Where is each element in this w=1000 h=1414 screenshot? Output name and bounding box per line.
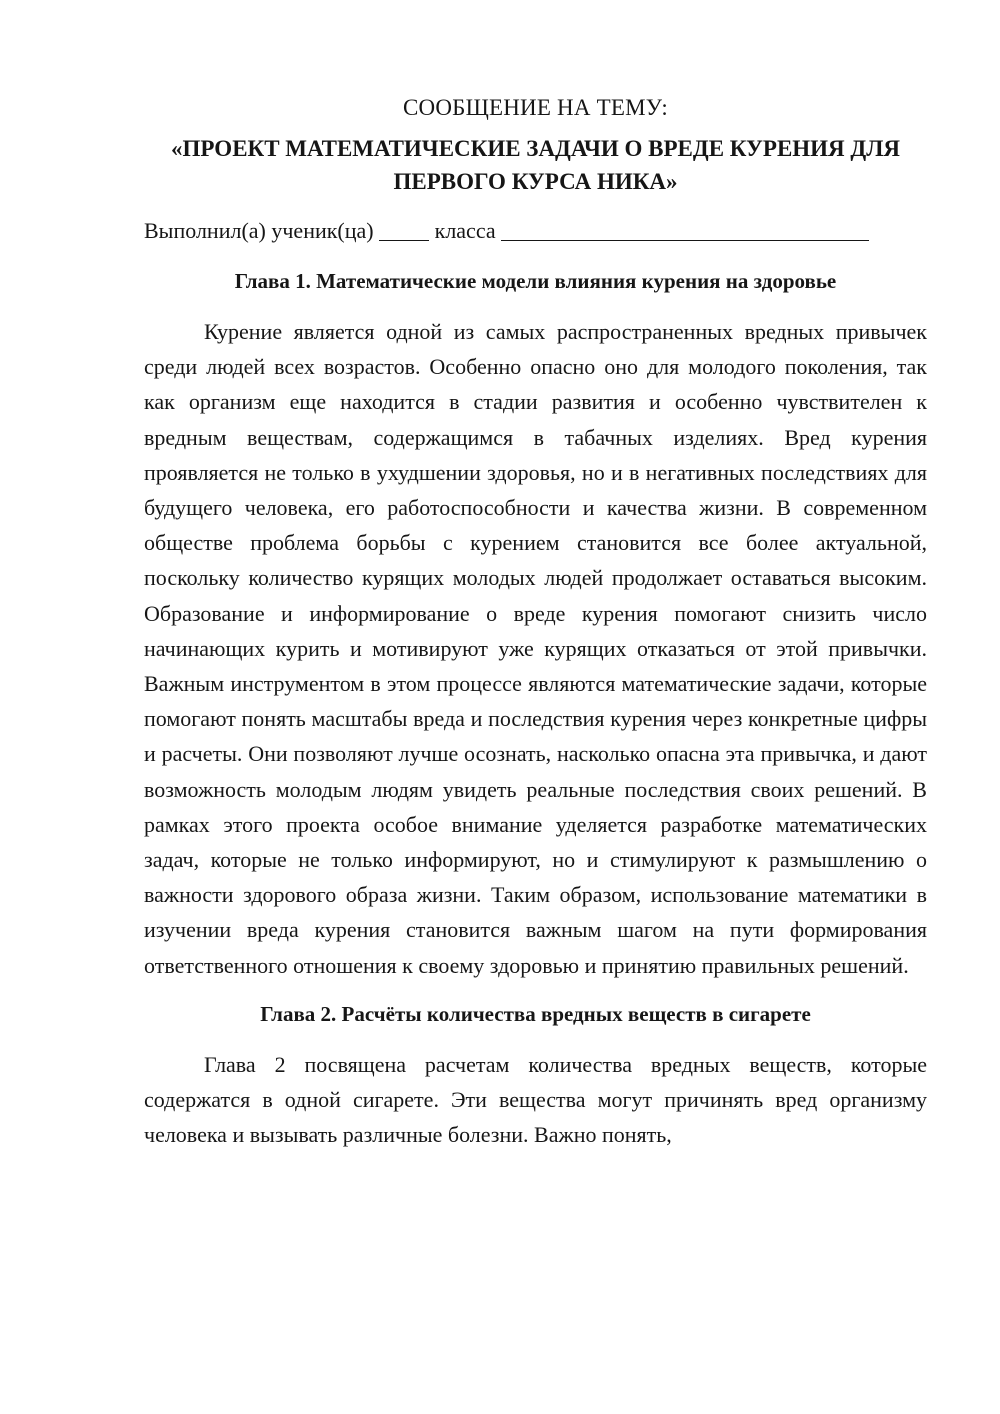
- class-word: класса: [434, 218, 496, 243]
- author-line: [144, 216, 927, 246]
- chapter-2-heading: Глава 2. Расчёты количества вредных веществ в сигарете: [260, 1001, 811, 1026]
- topic-line: СООБЩЕНИЕ НА ТЕМУ:: [403, 95, 668, 120]
- student-name-blank: [501, 218, 869, 241]
- chapter-2-paragraph: Глава 2 посвящена расчетам количества вредных веществ, которые содержатся в одной сигарете. Эти вещества могут причинять вред организму человека и вызывать различные болезни. Важно понять,: [144, 1051, 927, 1148]
- author-prefix: Выполнил(а) ученик(ца): [144, 218, 374, 243]
- class-number-blank: [379, 218, 429, 241]
- document-page: [144, 94, 927, 1168]
- document-title: «ПРОЕКТ МАТЕМАТИЧЕСКИЕ ЗАДАЧИ О ВРЕДЕ КУРЕНИЯ ДЛЯ ПЕРВОГО КУРСА НИКА»: [171, 136, 900, 194]
- chapter-1-paragraph: Курение является одной из самых распространенных вредных привычек среди людей всех возрастов. Особенно опасно оно для молодого поколения, так как организм еще находится в стадии развития и особенно чувствителен к вредным веществам, содержащимся в табачных изделиях. Вред курения проявляется не только в ухудшении здоровья, но и в негативных последствиях для будущего человека, его работоспособности и качества жизни. В современном обществе проблема борьбы с курением становится все более актуальной, поскольку количество курящих молодых людей продолжает оставаться высоким. Образование и информирование о вреде курения помогают снизить число начинающих курить и мотивируют уже курящих отказаться от этой привычки. Важным инструментом в этом процессе являются математические задачи, которые помогают понять масштабы вреда и последствия курения через конкретные цифры и расчеты. Они позволяют лучше осознать, насколько опасна эта привычка, и дают возможность молодым людям увидеть реальные последствия своих решений. В рамках этого проекта особое внимание уделяется разработке математических задач, которые не только информируют, но и стимулируют к размышлению о важности здорового образа жизни. Таким образом, использование математики в изучении вреда курения становится важным шагом на пути формирования ответственного отношения к своему здоровью и принятию правильных решений.: [144, 319, 927, 978]
- chapter-1-heading: Глава 1. Математические модели влияния курения на здоровье: [234, 269, 837, 293]
